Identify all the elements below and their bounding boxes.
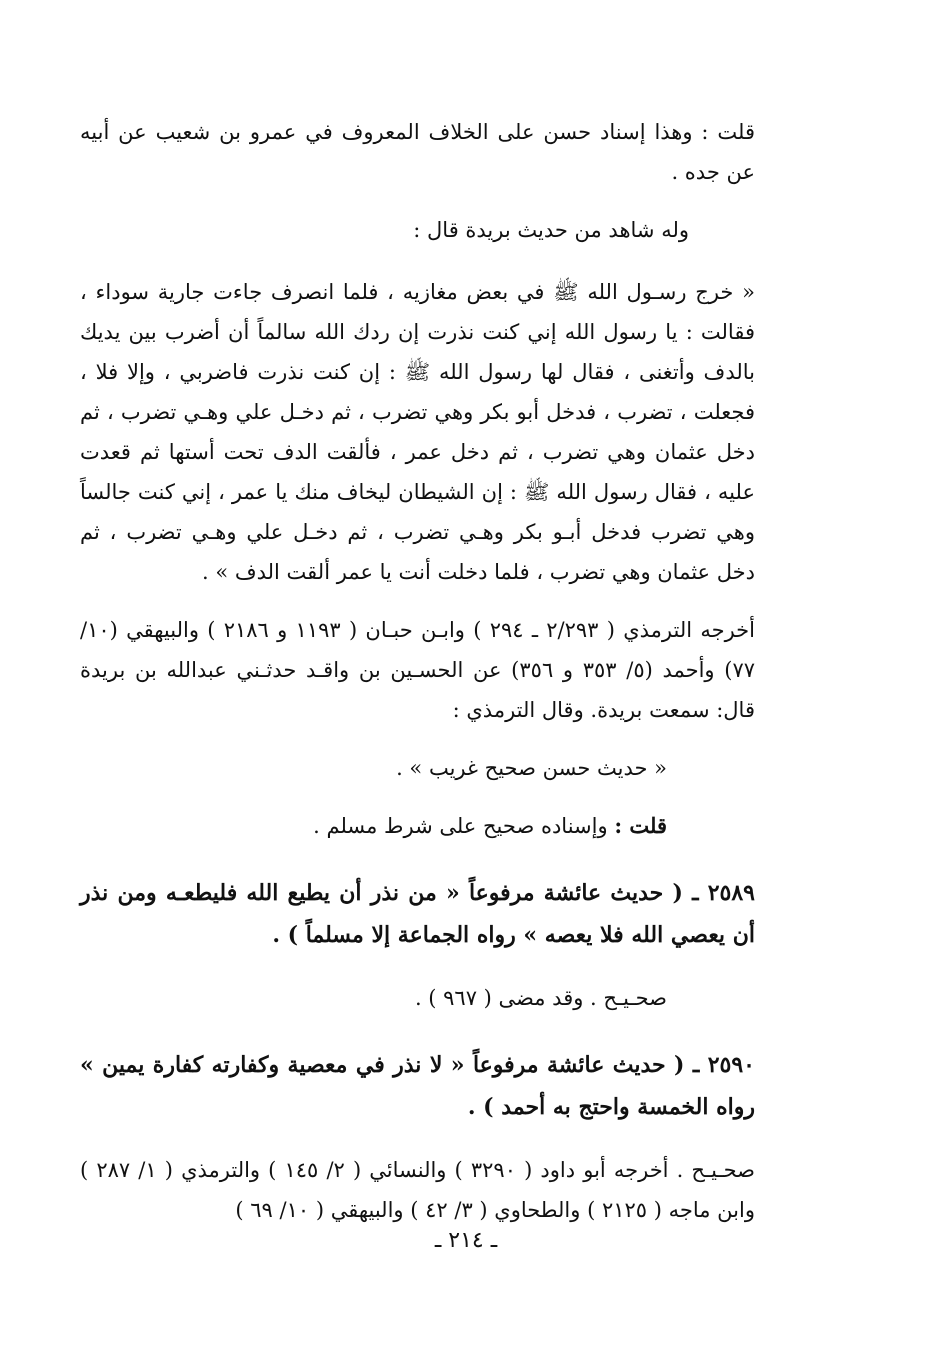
page-number: ـ ٢١٤ ـ — [434, 1228, 498, 1253]
paragraph-author-note — [80, 806, 755, 846]
paragraph-tirmidhi-grading: « حديث حسن صحيح غريب » . — [396, 756, 667, 780]
paragraph-isnad-note: قلت : وهذا إسناد حسن على الخلاف المعروف في عمرو بن شعيب عن أبيه عن جده . — [80, 120, 755, 184]
hadith-2589-text: ٢٥٨٩ ـ ( حديث عائشة مرفوعاً « من نذر أن يطيع الله فليطعـه ومن نذر أن يعصي الله فلا يعصه » رواه الجماعة إلا مسلماً ) . — [80, 880, 755, 948]
hadith-2590-grading: صحـيـح . أخرجه أبو داود ( ٣٢٩٠ ) والنسائي ( ٢/ ١٤٥ ) والترمذي ( ١/ ٢٨٧ ) وابن ماجه ( ٢١٢٥ ) والطحاوي ( ٣/ ٤٢ ) والبيهقي ( ١٠/ ٦٩ ) — [80, 1158, 755, 1222]
paragraph-shahid-intro: وله شاهد من حديث بريدة قال : — [413, 218, 689, 242]
hadith-2589-grading: صحـيـح . وقد مضى ( ٩٦٧ ) . — [414, 986, 667, 1010]
paragraph-takhrij: أخرجه الترمذي ( ٢/٢٩٣ ـ ٢٩٤ ) وابـن حبـان ( ١١٩٣ و ٢١٨٦ ) والبيهقي (١٠/ ٧٧) وأحمد (٥/ ٣٥٣ و ٣٥٦) عن الحسـين بن واقـد حدثـني عبدالله بن بريدة قال: سمعت بريدة. وقال الترمذي : — [80, 618, 756, 722]
author-note-lead: قلت : — [614, 813, 667, 838]
hadith-2590-text: ٢٥٩٠ ـ ( حديث عائشة مرفوعاً « لا نذر في معصية وكفارته كفارة يمين » رواه الخمسة واحتج به أحمد ) . — [80, 1052, 755, 1120]
paragraph-hadith-buraydah: « خرج رسـول الله ﷺ في بعض مغازيه ، فلما انصرف جاءت جارية سوداء ، فقالت : يا رسول الله إني كنت نذرت إن ردك الله سالماً أن أضرب بين يديك بالدف وأتغنى ، فقال لها رسول الله ﷺ : إن كنت نذرت فاضربي ، وإلا فلا ، فجعلت ، تضرب ، فدخل أبو بكر وهي تضرب ، ثم دخـل علي وهـي تضرب ، ثم دخل عثمان وهي تضرب ، ثم دخل عمر ، فألقت الدف تحت أستها ثم قعدت عليه ، فقال رسول الله ﷺ : إن الشيطان ليخاف منك يا عمر ، إني كنت جالساً وهي تضرب فدخل أبـو بكر وهـي تضرب ، ثم دخـل علي وهـي تضرب ، ثم دخل عثمان وهي تضرب ، فلما دخلت أنت يا عمر ألقت الدف » . — [80, 280, 755, 584]
page-body — [80, 112, 755, 1230]
author-note-text: وإسناده صحيح على شرط مسلم . — [313, 814, 608, 838]
